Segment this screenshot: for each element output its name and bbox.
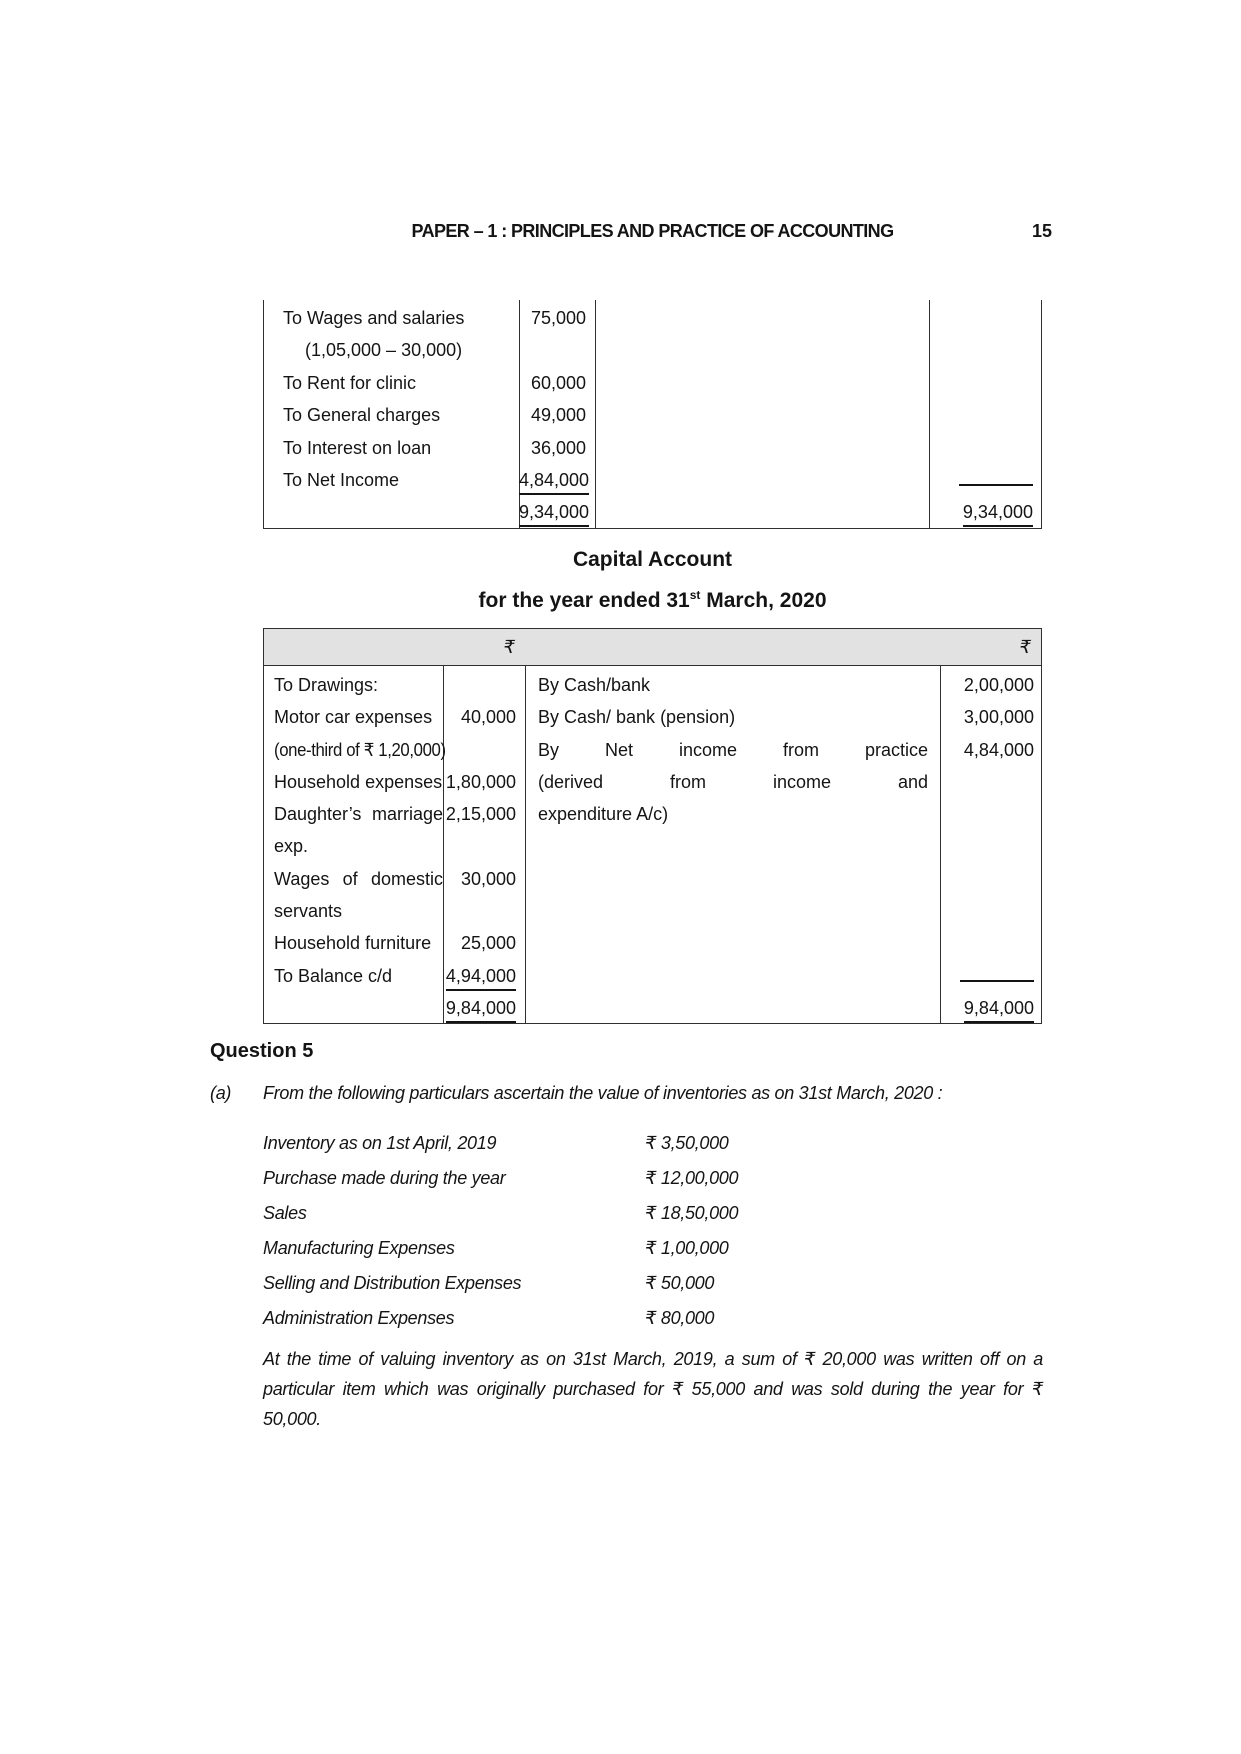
empty-cell bbox=[929, 399, 1042, 431]
empty-cell bbox=[929, 367, 1042, 399]
underlined-amount: 4,94,000 bbox=[446, 966, 516, 991]
particulars-cell: Household expenses bbox=[274, 771, 443, 792]
particulars-text: (one-third of ₹ 1,20,000) bbox=[274, 739, 446, 760]
item-value: ₹ 12,00,000 bbox=[645, 1168, 739, 1188]
empty-cell bbox=[443, 830, 525, 862]
total-cell bbox=[519, 496, 595, 528]
particulars-cell: To Rent for clinic bbox=[283, 372, 417, 393]
credit-amount-column bbox=[940, 669, 1043, 1024]
amount-cell bbox=[519, 464, 595, 496]
question-intro: From the following particulars ascertain the value of inventories as on 31st March, 2020 : bbox=[263, 1083, 943, 1103]
particulars-cell: expenditure A/c) bbox=[538, 804, 669, 825]
credit-amount-column bbox=[929, 302, 1042, 529]
particulars-cell: By Cash/bank bbox=[538, 675, 651, 695]
blank-total-cell bbox=[929, 464, 1042, 496]
subtitle-text: March, 2020 bbox=[700, 589, 827, 612]
underlined-total: 9,34,000 bbox=[963, 502, 1033, 527]
part-label: (a) bbox=[210, 1083, 232, 1103]
list-item bbox=[263, 1266, 1042, 1301]
particulars-cell: By Cash/ bank (pension) bbox=[538, 707, 736, 728]
empty-cell bbox=[940, 798, 1043, 830]
empty-cell bbox=[940, 766, 1043, 798]
particulars-cell: To Wages and salaries bbox=[283, 308, 465, 328]
amount-cell bbox=[443, 960, 525, 992]
amount-cell: 30,000 bbox=[460, 868, 516, 889]
debit-amount-column bbox=[443, 669, 525, 1024]
item-label: Selling and Distribution Expenses bbox=[263, 1273, 522, 1293]
page-header: PAPER – 1 : PRINCIPLES AND PRACTICE OF ACCOUNTING bbox=[411, 221, 894, 241]
amount-cell: 36,000 bbox=[530, 437, 586, 458]
particulars-cell: Wages of domestic bbox=[274, 868, 443, 889]
particulars-cell: Daughter’s marriage bbox=[274, 804, 443, 825]
underlined-amount: 4,84,000 bbox=[519, 470, 589, 495]
amount-cell: 75,000 bbox=[530, 308, 586, 328]
empty-cell bbox=[443, 895, 525, 927]
amount-cell: 60,000 bbox=[530, 372, 586, 393]
particulars-cell: To Drawings: bbox=[274, 675, 379, 695]
item-value: ₹ 18,50,000 bbox=[645, 1203, 739, 1223]
question-part-a bbox=[210, 1083, 1060, 1104]
empty-cell bbox=[929, 334, 1042, 366]
list-item bbox=[263, 1196, 1042, 1231]
particulars-cell: To Balance c/d bbox=[274, 965, 393, 986]
item-value: ₹ 1,00,000 bbox=[645, 1238, 729, 1258]
table-body bbox=[264, 666, 1041, 1024]
amount-cell: 3,00,000 bbox=[963, 707, 1034, 728]
debit-particulars-column bbox=[264, 669, 446, 992]
capital-account-title: Capital Account bbox=[572, 548, 733, 571]
particulars-cell: exp. bbox=[274, 836, 309, 857]
amount-cell: 49,000 bbox=[530, 405, 586, 426]
item-value: ₹ 50,000 bbox=[645, 1273, 715, 1293]
particulars-cell bbox=[274, 734, 446, 766]
amount-cell: 25,000 bbox=[460, 933, 516, 954]
question-heading: Question 5 bbox=[210, 1040, 314, 1062]
blank-total-cell bbox=[940, 960, 1043, 992]
particulars-list bbox=[263, 1126, 1042, 1336]
empty-cell bbox=[443, 734, 525, 766]
income-expenditure-table bbox=[263, 300, 1042, 529]
currency-header-debit: ₹ bbox=[503, 637, 515, 657]
empty-cell bbox=[940, 863, 1043, 895]
underlined-total: 9,84,000 bbox=[964, 998, 1034, 1023]
empty-cell bbox=[929, 432, 1042, 464]
item-value: ₹ 80,000 bbox=[645, 1308, 715, 1328]
list-item bbox=[263, 1231, 1042, 1266]
debit-particulars-column bbox=[264, 302, 519, 496]
empty-cell bbox=[940, 927, 1043, 959]
particulars-cell: (1,05,000 – 30,000) bbox=[305, 340, 463, 361]
item-value: ₹ 3,50,000 bbox=[645, 1133, 729, 1153]
table-divider bbox=[595, 300, 596, 528]
debit-amount-column bbox=[519, 302, 595, 529]
particulars-cell: servants bbox=[274, 901, 343, 922]
item-label: Inventory as on 1st April, 2019 bbox=[263, 1133, 497, 1153]
list-item bbox=[263, 1301, 1042, 1336]
particulars-cell: To Net Income bbox=[283, 469, 400, 490]
particulars-cell: Household furniture bbox=[274, 933, 432, 954]
question-note: At the time of valuing inventory as on 31st March, 2019, a sum of ₹ 20,000 was written off on a particular item which was originally purchased for ₹ 55,000 and was sold during the year for ₹ 50,000. bbox=[263, 1349, 1043, 1429]
empty-cell bbox=[940, 895, 1043, 927]
underlined-total: 9,84,000 bbox=[446, 998, 516, 1023]
capital-account-table bbox=[263, 628, 1042, 1024]
empty-cell bbox=[929, 302, 1042, 334]
amount-cell: 4,84,000 bbox=[963, 739, 1034, 760]
amount-cell: 40,000 bbox=[460, 707, 516, 728]
table-header-row bbox=[264, 629, 1041, 666]
amount-cell: 2,00,000 bbox=[963, 675, 1034, 695]
underlined-total: 9,34,000 bbox=[519, 502, 589, 527]
list-item bbox=[263, 1126, 1042, 1161]
blank-total-rule bbox=[960, 980, 1034, 982]
list-item bbox=[263, 1161, 1042, 1196]
particulars-cell: By Net income from practice bbox=[538, 739, 928, 760]
particulars-cell: To Interest on loan bbox=[283, 437, 432, 458]
blank-total-rule bbox=[959, 484, 1033, 486]
particulars-cell: (derived from income and bbox=[538, 771, 928, 792]
item-label: Purchase made during the year bbox=[263, 1168, 506, 1188]
item-label: Sales bbox=[263, 1203, 307, 1223]
item-label: Administration Expenses bbox=[263, 1308, 455, 1328]
amount-cell: 2,15,000 bbox=[445, 804, 516, 825]
total-cell bbox=[443, 992, 525, 1024]
ordinal-superscript: st bbox=[689, 588, 701, 602]
page-number: 15 bbox=[1031, 221, 1052, 241]
empty-cell bbox=[519, 334, 595, 366]
subtitle-text: for the year ended 31 bbox=[478, 589, 690, 612]
total-cell bbox=[940, 992, 1043, 1024]
empty-cell bbox=[940, 830, 1043, 862]
item-label: Manufacturing Expenses bbox=[263, 1238, 455, 1258]
total-cell bbox=[929, 496, 1042, 528]
particulars-cell: Motor car expenses bbox=[274, 707, 433, 728]
particulars-cell: To General charges bbox=[283, 405, 441, 426]
amount-cell: 1,80,000 bbox=[445, 771, 516, 792]
capital-account-subtitle bbox=[263, 588, 1042, 613]
credit-particulars-column bbox=[525, 669, 940, 830]
empty-cell bbox=[443, 669, 525, 701]
currency-header-credit: ₹ bbox=[1019, 637, 1031, 657]
